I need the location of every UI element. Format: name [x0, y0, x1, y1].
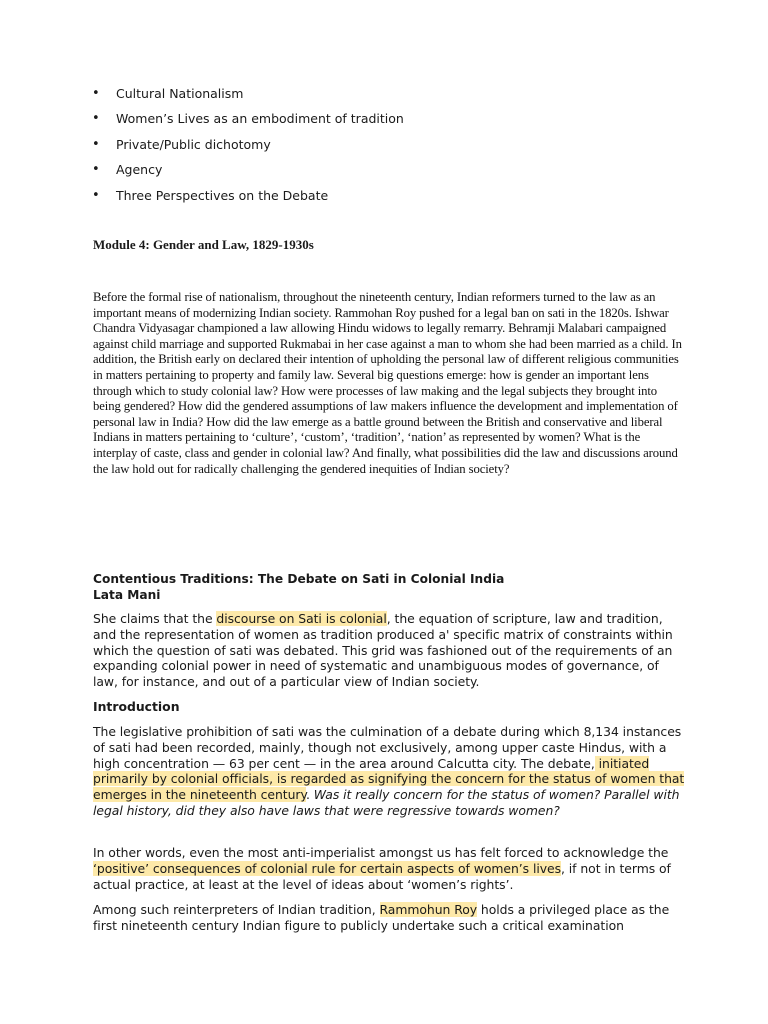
body-paragraph [93, 724, 685, 819]
bullet-text: Women’s Lives as an embodiment of tradition [116, 111, 404, 127]
paragraph-text: She claims that the [93, 611, 217, 626]
section-title: Contentious Traditions: The Debate on Sati in Colonial India [93, 572, 505, 586]
paragraph-text: The legislative prohibition of sati was the culmination of a debate during which 8,134 instances of sati had been recorded, mainly, though not exclusively, among upper caste Hindus, with a high concentration — 63 per cent — in the area around Calcutta city. The debate, [93, 724, 682, 771]
bullet-item [92, 109, 692, 134]
section-author: Lata Mani [93, 588, 161, 602]
body-paragraph [93, 902, 685, 934]
bullet-text: Agency [116, 162, 163, 178]
bullet-icon: • [92, 162, 100, 178]
section-heading [93, 571, 693, 603]
body-paragraph [93, 845, 685, 892]
bullet-text: Three Perspectives on the Debate [116, 187, 329, 203]
highlighted-text: initiated primarily by colonial officials, is regarded as signifying the concern for the status of women that emerges in the nineteenth century [93, 755, 685, 803]
paragraph-text: , if not in terms of actual practice, at least at the level of ideas about ‘women’s rights’. [93, 860, 671, 892]
highlighted-text: discourse on Sati is colonial [216, 611, 387, 626]
bullet-text: Private/Public dichotomy [116, 136, 271, 152]
module-intro-paragraph: Before the formal rise of nationalism, throughout the nineteenth century, Indian reformers turned to the law as an important means of modernizing Indian society. Rammohan Roy pushed for a legal ban on sati in the 1820s. Ishwar Chandra Vidyasagar championed a law allowing Hindu widows to legally remarry. Behramji Malabari campaigned against child marriage and supported Rukmabai in her case against a man to whom she had been married as a child. In addition, the British early on declared their intention of upholding the personal law of different religious communities in matters pertaining to property and family law. Several big questions emerge: how is gender an important lens through which to study colonial law? How were processes of law making and the legal subjects they brought into being gendered? How did the gendered assumptions of law makers influence the development and implementation of personal law in India? How did the law emerge as a battle ground between the British and conservative and liberal Indians in matters pertaining to ‘culture’, ‘custom’, ‘tradition’, ‘nation’ as represented by women? What is the interplay of caste, class and gender in colonial law? And finally, what possibilities did the law and discussions around the law hold out for radically challenging the gendered inequities of Indian society? [93, 290, 682, 476]
paragraph-text: . [305, 787, 314, 803]
paragraph-text: , the equation of scripture, law and tradition, and the representation of women as tradition produced a' specific matrix of constraints within which the question of sati was debated. This grid was fashioned out of the requirements of an expanding colonial power in need of systematic and unambiguous modes of governance, of law, for instance, and out of a particular view of Indian society. [93, 611, 673, 690]
paragraph-text: holds a privileged place as the first nineteenth century Indian figure to publicly undertake such a critical examination [93, 902, 670, 933]
module-title: Module 4: Gender and Law, 1829-1930s [93, 237, 314, 252]
highlighted-text: Rammohun Roy [379, 902, 478, 917]
bullet-text: Cultural Nationalism [116, 86, 244, 101]
bullet-item [92, 186, 692, 211]
bullet-icon: • [92, 111, 100, 127]
italic-note: Was it really concern for the status of women? Parallel with legal history, did they also have laws that were regressive towards women? [93, 787, 680, 818]
bullet-item [92, 135, 692, 160]
bullet-icon: • [92, 86, 100, 101]
body-paragraph [93, 611, 685, 690]
bullet-item [92, 84, 692, 109]
introduction-heading: Introduction [93, 699, 180, 714]
highlighted-text: ‘positive’ consequences of colonial rule for certain aspects of women’s lives [93, 860, 561, 876]
topic-bullet-list [92, 84, 692, 211]
bullet-icon: • [92, 136, 100, 152]
bullet-icon: • [92, 187, 100, 203]
bullet-item [92, 160, 692, 185]
paragraph-text: Among such reinterpreters of Indian tradition, [93, 902, 380, 917]
paragraph-text: In other words, even the most anti-imperialist amongst us has felt forced to acknowledge the [93, 845, 669, 860]
